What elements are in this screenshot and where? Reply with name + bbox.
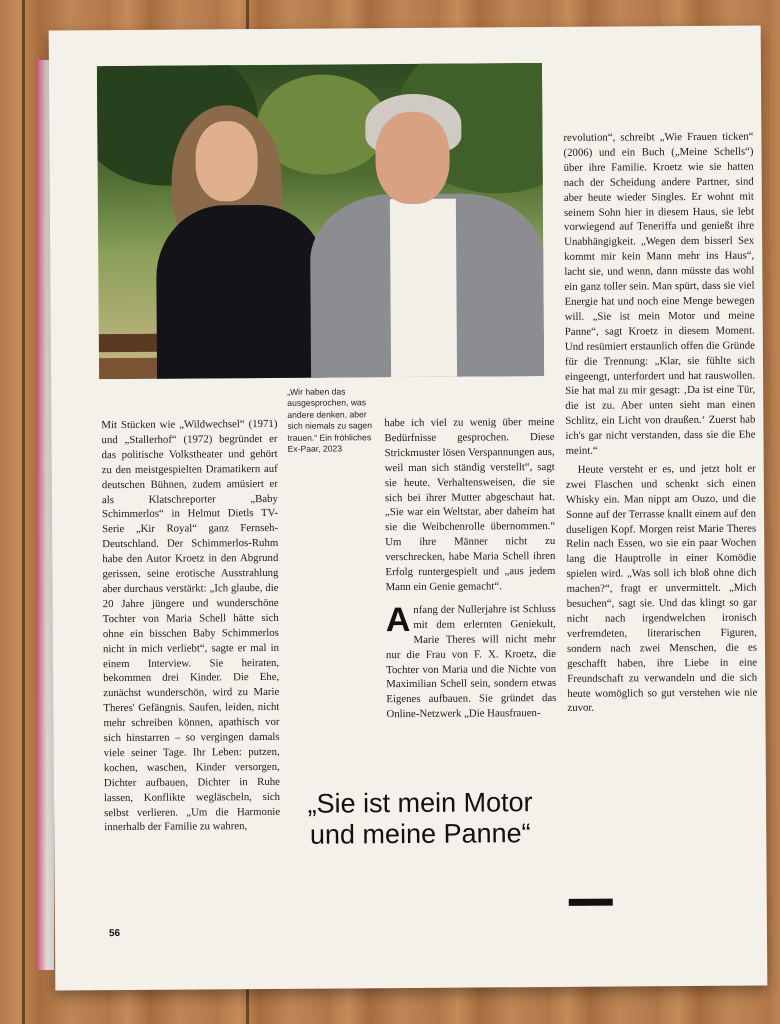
column-3-paragraph: revolution“, schreibt „Wie Frauen ticken“ (2006) und ein Buch („Meine Schells“) über ihre Familie. Kroetz wie sie hatten nach der Scheidung andere Partner, sind aber heute wieder Singles. Er wohnt mit seinem Sohn hier in diesem Haus, sie lebt vorwiegend auf Teneriffa und genießt ihre Unabhängigkeit. „Wegen dem bisserl Sex kommt mir kein Mann mehr ins Haus“, lacht sie, und wenn, dann müsste das wohl ein ganz toller sein. Man spürt, dass sie viel Energie hat und noch eine Menge bewegen will. „Sie ist mein Motor und meine Panne“, sagt Kroetz in diesem Moment. Und resümiert erstaunlich offen die Gründe für die Trennung: „Klar, sie fühlte sich eingeengt, unterfordert und hat rauswollen. Sie hat mal zu mir gesagt: ‚Da ist eine Tür, die ist zu. Aber unten sieht man einen Schlitz, ein Licht von draußen.‘ Zuerst hab ich's gar nicht verstanden, dass sie die Ehe meint.“ [563, 130, 756, 457]
pull-quote: „Sie ist mein Motor und meine Panne“ [307, 787, 533, 850]
column-2-paragraph [386, 602, 557, 722]
article-column-2 [384, 415, 556, 722]
article-column-1: Mit Stücken wie „Wildwechsel“ (1971) und „Stallerhof“ (1972) begründet er das politische Volkstheater und gehört zu den meistgespielten Dramatikern auf deutschen Bühnen, zudem amüsiert er als Klatschreporter „Baby Schimmerlos“ in Helmut Dietls TV-Serie „Kir Royal“ ganz Fernseh-Deutschland. Der Schimmerlos-Ruhm habe den Autor Kroetz in den Abgrund gerissen, seine erotische Ausstrahlung aber durchaus verstärkt: „Ich glaube, die 20 Jahre jüngere und wunderschöne Tochter von Maria Schell hätte sich ohne ein bisschen Baby Schimmerlos nicht in mich verliebt“, sagte er mal in einem Interview. Sie heiraten, bekommen drei Kinder. Die Ehe, zunächst wunderschön, wird zu Marie Theres' Gefängnis. Saufen, leiden, nicht mehr schreiben können, apathisch vor sich hinstarren – so vergingen damals viele seiner Tage. Ihr Leben: putzen, kochen, waschen, Kinder versorgen, Dichter aufbauen, Dichter in Ruhe lassen, Konflikte wegläscheln, sich selbst verlieren. „Um die Harmonie innerhalb der Familie zu wahren, [101, 417, 281, 834]
magazine-page [49, 26, 768, 991]
photo-caption: „Wir haben das ausgesprochen, was andere denken, aber sich niemals zu sagen trauen.“ Ein fröhliches Ex-Paar, 2023 [287, 386, 373, 454]
page-number: 56 [108, 928, 121, 940]
column-2-paragraph: habe ich viel zu wenig über meine Bedürfnisse gesprochen. Diese Strickmuster lösen Verspannungen aus, weil man sich ständig verstellt“, sagt sie heute. Verhaltensweisen, die sie sich bei ihrer Mutter abgeschaut hat. „Sie war ein Weltstar, aber daheim hat sie die Weibchenrolle übernommen.“ Um ihre Männer nicht zu verschrecken, habe Maria Schell ihren Erfolg runtergespielt und „aus jedem Mann ein Genie gemacht“. [384, 415, 556, 594]
drop-cap: A [385, 600, 411, 640]
photo-man [375, 112, 450, 205]
photo-woman [156, 205, 327, 380]
article-column-3 [563, 130, 757, 717]
photo-man [390, 199, 457, 379]
article-photo [97, 63, 544, 379]
column-2-text: nfang der Nullerjahre ist Schluss mit dem erlernten Geniekult, Marie Theres will nicht mehr nur die Frau von F. X. Kroetz, die Tochter von Maria und die Nichte von Maximilian Schell sein, sondern etwas Eigenes aufbauen. Sie gründet das Online-Netzwerk „Die Hausfrauen- [385, 602, 557, 721]
photo-woman [195, 121, 258, 201]
floor-board-gap [22, 0, 25, 1024]
column-3-paragraph: Heute versteht er es, und jetzt holt er zwei Flaschen und schenkt sich einen Whisky ein. Man nippt am Ouzo, und die Sonne auf der Terrasse knallt einem auf den duseligen Kopf. Morgen reist Marie Theres Relin nach Essen, wo sie ein paar Wochen lang die Hauptrolle in einer Komödie spielen wird. „Was soll ich bloß ohne dich machen?“, fragt er unvermittelt. „Mich besuchen“, sagt sie. Und das klingt so gar nicht nach irgendwelchen ironisch verfremdeten, literarischen Figuren, sondern nach zwei Menschen, die es geschafft haben, ihre Liebe in eine Freundschaft zu verwandeln und die sich heute womöglich so gut verstehen wie nie zuvor. [565, 462, 758, 715]
article-end-mark [569, 899, 613, 906]
